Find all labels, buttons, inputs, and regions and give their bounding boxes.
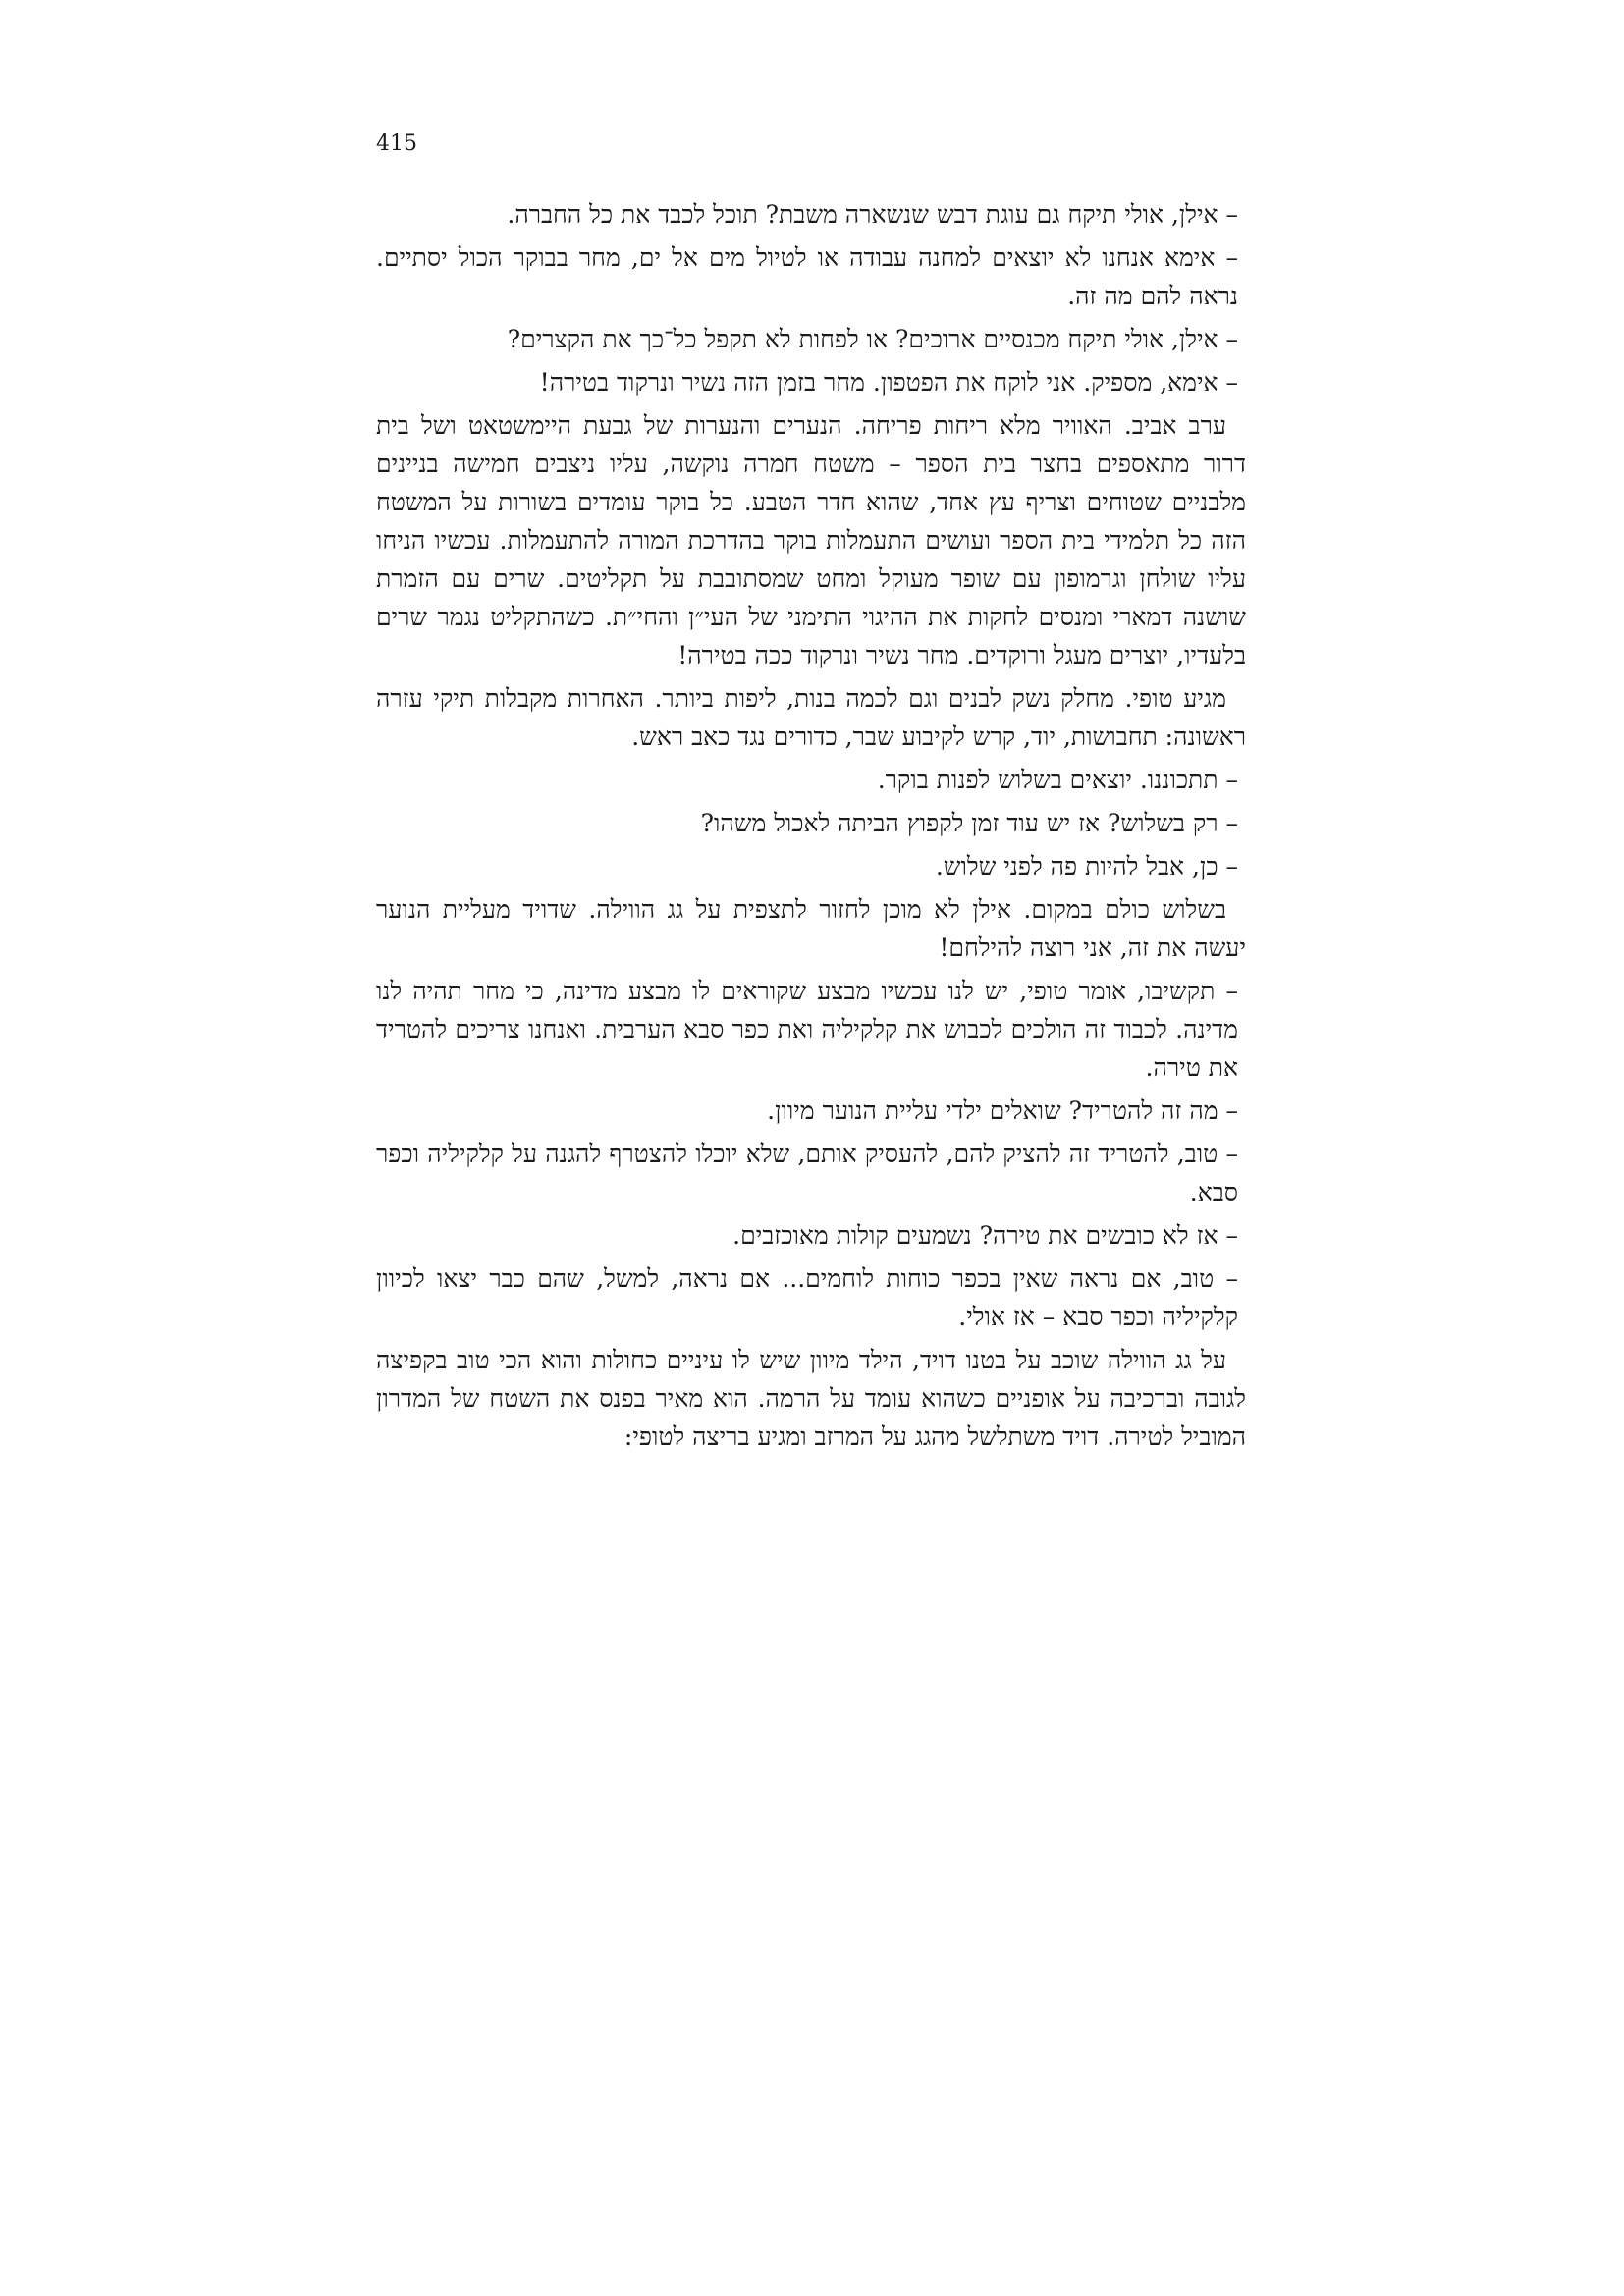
narrative-paragraph: מגיע טופי. מחלק נשק לבנים וגם לכמה בנות, ליפות ביותר. האחרות מקבלות תיקי עזרה ראשונה: תחבושות, יוד, קרש לקיבוע שבר, כדורים נגד כאב ראש. [376, 684, 1246, 751]
page-number: 415 [376, 132, 417, 156]
narrative-paragraph: בשלוש כולם במקום. אילן לא מוכן לחזור לתצפית על גג הווילה. שדויד מעליית הנוער יעשה את זה, אני רוצה להילחם! [376, 895, 1246, 962]
dialogue-paragraph: – אימא אנחנו לא יוצאים למחנה עבודה או לטיול מים אל ים, מחר בבוקר הכול יסתיים. נראה להם מה זה. [376, 243, 1238, 310]
dialogue-paragraph: – טוב, אם נראה שאין בכפר כוחות לוחמים... אם נראה, למשל, שהם כבר יצאו לכיוון קלקיליה וכפר סבא – אז אולי. [376, 1264, 1238, 1331]
narrative-paragraph: ערב אביב. האוויר מלא ריחות פריחה. הנערים והנערות של גבעת היימשטאט ושל בית דרור מתאספים בחצר בית הספר – משטח חמרה נוקשה, עליו ניצבים חמישה בניינים מלבניים שטוחים וצריף עץ אחד, שהוא חדר הטבע. כל בוקר עומדים בשורות על המשטח הזה כל תלמידי בית הספר ועושים התעמלות בוקר בהדרכת המורה להתעמלות. עכשיו הניחו עליו שולחן וגרמופון עם שופר מעוקל ומחט שמסתובבת על תקליטים. שרים עם הזמרת שושנה דמארי ומנסים לחקות את ההיגוי התימני של העי״ן והחי״ת. כשהתקליט נגמר שרים בלעדיו, יוצרים מעגל ורוקדים. מחר נשיר ונרקוד ככה בטירה! [376, 411, 1246, 669]
dialogue-paragraph: – אימא, מספיק. אני לוקח את הפטפון. מחר בזמן הזה נשיר ונרקוד בטירה! [539, 368, 1238, 397]
dialogue-paragraph: – אילן, אולי תיקח מכנסיים ארוכים? או לפחות לא תקפל כל־כך את הקצרים? [507, 325, 1238, 353]
narrative-paragraph: על גג הווילה שוכב על בטנו דויד, הילד מיוון שיש לו עיניים כחולות והוא הכי טוב בקפיצה לגובה וברכיבה על אופניים כשהוא עומד על הרמה. הוא מאיר בפנס את השטח של המדרון המוביל לטירה. דויד משתלשל מהגג על המרזב ומגיע בריצה לטופי: [376, 1346, 1246, 1451]
dialogue-paragraph: – אז לא כובשים את טירה? נשמעים קולות מאוכזבים. [732, 1221, 1238, 1250]
dialogue-paragraph: – רק בשלוש? אז יש עוד זמן לקפוץ הביתה לאכול משהו? [700, 809, 1238, 837]
body-text [376, 195, 1246, 1461]
dialogue-paragraph: – אילן, אולי תיקח גם עוגת דבש שנשארה משבת? תוכל לכבד את כל החברה. [507, 200, 1238, 229]
dialogue-paragraph: – תתכוננו. יוצאים בשלוש לפנות בוקר. [877, 766, 1238, 794]
dialogue-paragraph: – תקשיבו, אומר טופי, יש לנו עכשיו מבצע שקוראים לו מבצע מדינה, כי מחר תהיה לנו מדינה. לכבוד זה הולכים לכבוש את קלקיליה ואת כפר סבא הערבית. ואנחנו צריכים להטריד את טירה. [376, 977, 1238, 1082]
dialogue-paragraph: – מה זה להטריד? שואלים ילדי עליית הנוער מיוון. [767, 1096, 1238, 1125]
dialogue-paragraph: – כן, אבל להיות פה לפני שלוש. [935, 852, 1238, 881]
dialogue-paragraph: – טוב, להטריד זה להציק להם, להעסיק אותם, שלא יוכלו להצטרף להגנה על קלקיליה וכפר סבא. [376, 1140, 1238, 1206]
